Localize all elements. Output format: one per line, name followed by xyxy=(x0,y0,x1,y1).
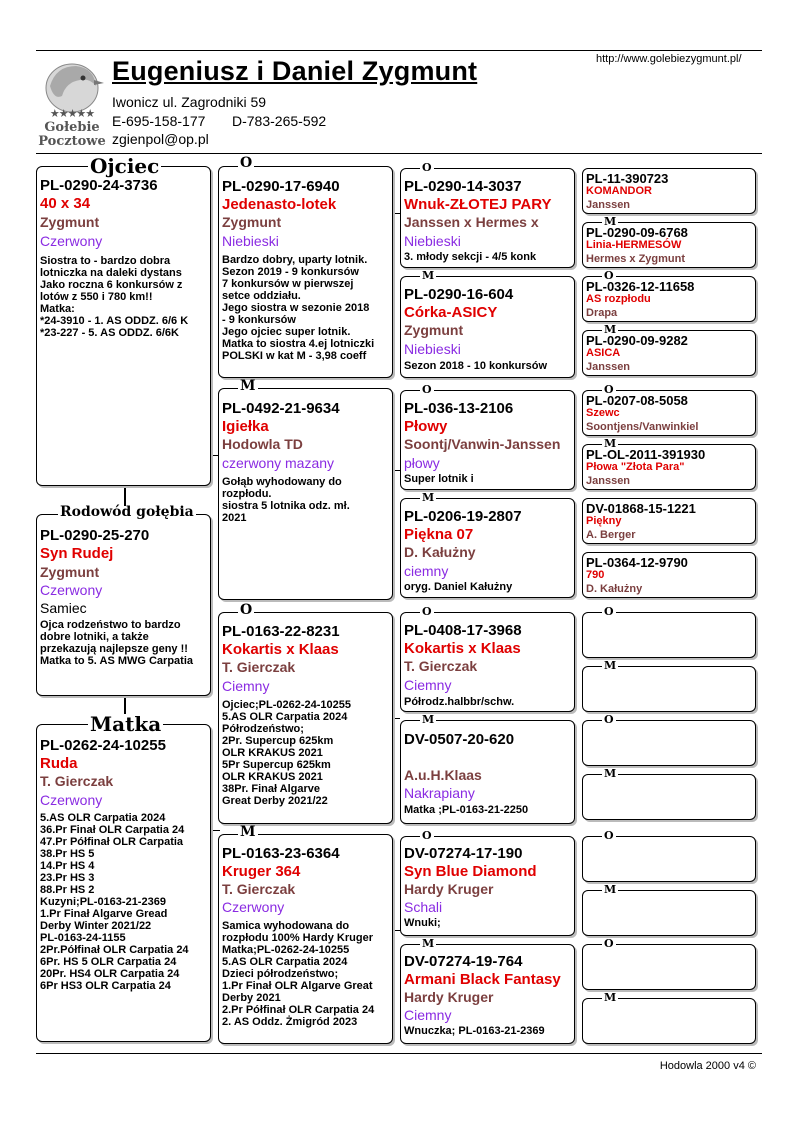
g5-label: M xyxy=(604,767,617,780)
note-line: Matka: xyxy=(40,303,75,315)
mmm-label: M xyxy=(422,937,435,950)
connector-mm xyxy=(392,930,400,931)
mm-notes xyxy=(222,920,374,1028)
g5-breed: A. Berger xyxy=(586,529,636,541)
logo-text-line2: Pocztowe xyxy=(38,134,106,149)
mother-notes xyxy=(40,812,189,992)
note-line: 7 konkursów w pierwszej xyxy=(222,278,354,290)
mmf-name: Syn Blue Diamond xyxy=(404,863,537,880)
g5-ring: PL-0290-09-6768 xyxy=(586,225,688,240)
pigeon-color: Czerwony xyxy=(40,582,103,598)
g5-name: KOMANDOR xyxy=(586,185,652,197)
g5-ring: PL-OL-2011-391930 xyxy=(586,447,706,462)
note-line: Matka to 5. AS MWG Carpatia xyxy=(40,655,194,667)
note-line: 5.AS OLR Carpatia 2024 xyxy=(222,711,348,723)
mmf-label: O xyxy=(422,829,432,842)
note-line: 6Pr. HS 5 OLR Carpatia 24 xyxy=(40,956,177,968)
g5-card-empty[interactable] xyxy=(582,890,756,936)
note-line: Ojciec;PL-0262-24-10255 xyxy=(222,699,352,711)
mother-color: Czerwony xyxy=(40,792,103,808)
ff-notes xyxy=(222,254,374,362)
mff-color: Ciemny xyxy=(404,677,452,693)
logo-stars: ★★★★★ xyxy=(49,108,95,120)
mff-name: Kokartis x Klaas xyxy=(404,640,521,657)
phone-d: D-783-265-592 xyxy=(232,113,327,129)
fmf-color: płowy xyxy=(404,455,440,471)
fmm-label: M xyxy=(422,491,435,504)
g5-label: M xyxy=(604,437,617,450)
pigeon-label: Rodowód gołębia xyxy=(60,504,194,520)
ff-ring: PL-0290-17-6940 xyxy=(222,178,340,195)
note-line: Dzieci półrodzeństwo; xyxy=(222,968,339,980)
father-ring: PL-0290-24-3736 xyxy=(40,177,158,194)
mfm-ring: DV-0507-20-620 xyxy=(404,731,515,748)
mm-breed: T. Gierczak xyxy=(222,881,296,897)
g5-breed: Hermes x Zygmunt xyxy=(586,253,686,265)
g5-label: O xyxy=(604,829,614,842)
note-line: 38Pr. Finał Algarve xyxy=(222,783,321,795)
g5-breed: Janssen xyxy=(586,361,631,373)
fmf-ring: PL-036-13-2106 xyxy=(404,400,514,417)
g5-card-empty[interactable] xyxy=(582,998,756,1044)
mf-notes xyxy=(222,699,351,807)
note-line: 20Pr. HS4 OLR Carpatia 24 xyxy=(40,968,180,980)
ffm-name: Córka-ASICY xyxy=(404,304,498,321)
note-line: 47.Pr Półfinał OLR Carpatia xyxy=(40,836,184,848)
note-line: 88.Pr HS 2 xyxy=(40,884,95,896)
ff-color: Niebieski xyxy=(222,233,279,249)
g5-card-empty[interactable] xyxy=(582,666,756,712)
fmm-color: ciemny xyxy=(404,563,449,579)
website-link[interactable]: http://www.golebiezygmunt.pl/ xyxy=(596,53,742,65)
connector-ff xyxy=(392,213,400,214)
g5-label: M xyxy=(604,215,617,228)
note-line: Samica wyhodowana do xyxy=(222,920,350,932)
g5-name: Piękny xyxy=(586,515,622,527)
g5-card-empty[interactable] xyxy=(582,720,756,766)
fff-color: Niebieski xyxy=(404,233,461,249)
mfm-breed: A.u.H.Klaas xyxy=(404,767,482,783)
g5-label: O xyxy=(604,937,614,950)
mother-ring: PL-0262-24-10255 xyxy=(40,737,166,754)
g5-name: Płowa "Złota Para" xyxy=(586,461,685,473)
note-line: siostra 5 lotnika odz. mł. xyxy=(222,500,350,512)
mmf-color: Schali xyxy=(404,899,443,915)
g5-label: O xyxy=(604,383,614,396)
fm-ring: PL-0492-21-9634 xyxy=(222,400,340,417)
note-line: *23-227 - 5. AS ODDZ. 6/6K xyxy=(40,327,179,339)
father-color: Czerwony xyxy=(40,233,103,249)
note-line: setce oddziału. xyxy=(222,290,301,302)
g5-name: Szewc xyxy=(586,407,620,419)
g5-label: O xyxy=(604,269,614,282)
fff-label: O xyxy=(422,161,432,174)
g5-name: Linia-HERMESÓW xyxy=(586,239,682,251)
g5-breed: D. Kałużny xyxy=(586,583,643,595)
note-line: Matka;PL-0262-24-10255 xyxy=(222,944,350,956)
note-line: 5.AS OLR Carpatia 2024 xyxy=(40,812,166,824)
mmf-ring: DV-07274-17-190 xyxy=(404,845,523,862)
note-line: 5Pr Supercup 625km xyxy=(222,759,331,771)
mmf-breed: Hardy Kruger xyxy=(404,881,494,897)
mf-label: O xyxy=(240,602,253,618)
note-line: Siostra to - bardzo dobra xyxy=(40,255,171,267)
g5-ring: PL-11-390723 xyxy=(586,171,669,186)
mother-name: Ruda xyxy=(40,755,78,772)
mm-label: M xyxy=(240,824,256,840)
note-line: PL-0163-24-1155 xyxy=(40,932,126,944)
note-line: - 9 konkursów xyxy=(222,314,296,326)
note-line: przekazują najlepsze geny !! xyxy=(40,643,188,655)
note-line: Ojca rodzeństwo to bardzo xyxy=(40,619,181,631)
g5-breed: Soontjens/Vanwinkiel xyxy=(586,421,699,433)
note-line: OLR KRAKUS 2021 xyxy=(222,747,323,759)
g5-breed: Janssen xyxy=(586,199,631,211)
fmm-note: oryg. Daniel Kałużny xyxy=(404,581,513,593)
mff-ring: PL-0408-17-3968 xyxy=(404,622,522,639)
note-line: 2021 xyxy=(222,512,247,524)
mmm-color: Ciemny xyxy=(404,1007,452,1023)
g5-name: ASICA xyxy=(586,347,621,359)
g5-breed: Drapa xyxy=(586,307,618,319)
g5-card-empty[interactable] xyxy=(582,944,756,990)
note-line: Derby Winter 2021/22 xyxy=(40,920,152,932)
mmm-name: Armani Black Fantasy xyxy=(404,971,561,988)
note-line: 6Pr HS3 OLR Carpatia 24 xyxy=(40,980,171,992)
g5-ring: PL-0326-12-11658 xyxy=(586,279,695,294)
connector-fm xyxy=(392,470,400,471)
note-line: lotniczka na daleki dystans xyxy=(40,267,182,279)
mff-breed: T. Gierczak xyxy=(404,658,478,674)
mfm-label: M xyxy=(422,713,435,726)
mf-color: Ciemny xyxy=(222,678,270,694)
note-line: 1.Pr Finał Algarve Gread xyxy=(40,908,168,920)
fm-color: czerwony mazany xyxy=(222,455,335,471)
g5-label: M xyxy=(604,991,617,1004)
note-line: lotów z 550 i 780 km!! xyxy=(40,291,153,303)
note-line: Jego ojciec super lotnik. xyxy=(222,326,351,338)
ff-breed: Zygmunt xyxy=(222,214,282,230)
note-line: Sezon 2019 - 9 konkursów xyxy=(222,266,359,278)
g5-name: 790 xyxy=(586,569,605,581)
pigeon-ring: PL-0290-25-270 xyxy=(40,527,150,544)
mm-name: Kruger 364 xyxy=(222,863,301,880)
ffm-breed: Zygmunt xyxy=(404,322,464,338)
note-line: Półrodzeństwo; xyxy=(222,723,304,735)
g5-ring: PL-0290-09-9282 xyxy=(586,333,688,348)
note-line: 1.Pr Finał OLR Algarve Great xyxy=(222,980,373,992)
ffm-note: Sezon 2018 - 10 konkursów xyxy=(404,360,548,372)
g5-label: M xyxy=(604,323,617,336)
fmm-ring: PL-0206-19-2807 xyxy=(404,508,522,525)
father-name: 40 x 34 xyxy=(40,195,91,212)
fmm-name: Piękna 07 xyxy=(404,526,474,543)
g5-ring: PL-0207-08-5058 xyxy=(586,393,688,408)
mff-label: O xyxy=(422,605,432,618)
pigeon-notes xyxy=(40,619,193,667)
mfm-note: Matka ;PL-0163-21-2250 xyxy=(404,804,529,816)
note-line: Kuzyni;PL-0163-21-2369 xyxy=(40,896,166,908)
phone-e: E-695-158-177 xyxy=(112,113,206,129)
fm-label: M xyxy=(240,378,256,394)
fmf-note: Super lotnik i xyxy=(404,473,474,485)
note-line: Matka to siostra 4.ej lotniczki xyxy=(222,338,375,350)
g5-label: O xyxy=(604,713,614,726)
mfm-color: Nakrapiany xyxy=(404,785,475,801)
note-line: 38.Pr HS 5 xyxy=(40,848,95,860)
note-line: 14.Pr HS 4 xyxy=(40,860,95,872)
note-line: Great Derby 2021/22 xyxy=(222,795,328,807)
note-line: POLSKI w kat M - 3,98 coeff xyxy=(222,350,367,362)
note-line: dobre lotniki, a także xyxy=(40,631,149,643)
fff-note: 3. młody sekcji - 4/5 konk xyxy=(404,251,537,263)
note-line: 2Pr.Półfinał OLR Carpatia 24 xyxy=(40,944,189,956)
mother-label: Matka xyxy=(90,712,162,736)
fmm-breed: D. Kałużny xyxy=(404,544,476,560)
pigeon-breed: Zygmunt xyxy=(40,564,100,580)
footer-text: Hodowla 2000 v4 © xyxy=(659,1060,756,1072)
ffm-ring: PL-0290-16-604 xyxy=(404,286,514,303)
fff-name: Wnuk-ZŁOTEJ PARY xyxy=(404,196,552,213)
header-top-rule xyxy=(36,50,762,51)
email[interactable]: zgienpol@op.pl xyxy=(112,131,209,147)
note-line: Jego siostra w sezonie 2018 xyxy=(222,302,370,314)
ffm-color: Niebieski xyxy=(404,341,461,357)
footer-rule xyxy=(36,1053,762,1054)
ff-name: Jedenasto-lotek xyxy=(222,196,337,213)
g5-label: M xyxy=(604,659,617,672)
note-line: *24-3910 - 1. AS ODDZ. 6/6 K xyxy=(40,315,189,327)
g5-label: O xyxy=(604,605,614,618)
fff-ring: PL-0290-14-3037 xyxy=(404,178,522,195)
father-label: Ojciec xyxy=(90,154,160,178)
pigeon-sex: Samiec xyxy=(40,600,87,616)
connector-mf xyxy=(392,718,400,719)
fm-notes xyxy=(222,476,350,524)
note-line: 2Pr. Supercup 625km xyxy=(222,735,334,747)
mmm-note: Wnuczka; PL-0163-21-2369 xyxy=(404,1025,545,1037)
note-line: 2.Pr Półfinał OLR Carpatia 24 xyxy=(222,1004,375,1016)
note-line: 23.Pr HS 3 xyxy=(40,872,95,884)
mff-note: Półrodz.halbbr/schw. xyxy=(404,696,515,708)
note-line: Gołąb wyhodowany do xyxy=(222,476,342,488)
g5-card-empty[interactable] xyxy=(582,612,756,658)
mf-name: Kokartis x Klaas xyxy=(222,641,339,658)
mother-breed: T. Gierczak xyxy=(40,773,114,789)
pigeon-name: Syn Rudej xyxy=(40,545,114,562)
mf-breed: T. Gierczak xyxy=(222,659,296,675)
ff-label: O xyxy=(240,155,253,171)
father-breed: Zygmunt xyxy=(40,214,100,230)
note-line: Derby 2021 xyxy=(222,992,281,1004)
g5-breed: Janssen xyxy=(586,475,631,487)
fmf-breed: Soontj/Vanwin-Janssen xyxy=(404,436,561,452)
address: Iwonicz ul. Zagrodniki 59 xyxy=(112,94,267,110)
g5-card-empty[interactable] xyxy=(582,774,756,820)
mmf-note: Wnuki; xyxy=(404,917,441,929)
logo-text-line1: Gołebie xyxy=(44,120,100,135)
note-line: Jako roczna 6 konkursów z xyxy=(40,279,183,291)
note-line: Bardzo dobry, uparty lotnik. xyxy=(222,254,368,266)
fff-breed: Janssen x Hermes x xyxy=(404,214,539,230)
g5-ring: PL-0364-12-9790 xyxy=(586,555,688,570)
fm-name: Igiełka xyxy=(222,418,269,435)
g5-ring: DV-01868-15-1221 xyxy=(586,501,696,516)
fmf-name: Płowy xyxy=(404,418,448,435)
owner-name: Eugeniusz i Daniel Zygmunt xyxy=(112,56,478,86)
note-line: 2. AS Oddz. Żmigród 2023 xyxy=(222,1016,358,1028)
father-notes xyxy=(40,255,188,339)
mm-color: Czerwony xyxy=(222,899,285,915)
note-line: 36.Pr Finał OLR Carpatia 24 xyxy=(40,824,185,836)
connector-mother-parents xyxy=(210,830,220,831)
mmm-ring: DV-07274-19-764 xyxy=(404,953,523,970)
g5-card-empty[interactable] xyxy=(582,836,756,882)
mmm-breed: Hardy Kruger xyxy=(404,989,494,1005)
ffm-label: M xyxy=(422,269,435,282)
note-line: OLR KRAKUS 2021 xyxy=(222,771,323,783)
mf-ring: PL-0163-22-8231 xyxy=(222,623,340,640)
mm-ring: PL-0163-23-6364 xyxy=(222,845,340,862)
note-line: rozpłodu. xyxy=(222,488,272,500)
fmf-label: O xyxy=(422,383,432,396)
g5-label: M xyxy=(604,883,617,896)
note-line: 5.AS OLR Carpatia 2024 xyxy=(222,956,348,968)
fm-breed: Hodowla TD xyxy=(222,436,303,452)
g5-name: AS rozpłodu xyxy=(586,293,651,305)
note-line: rozpłodu 100% Hardy Kruger xyxy=(222,932,373,944)
